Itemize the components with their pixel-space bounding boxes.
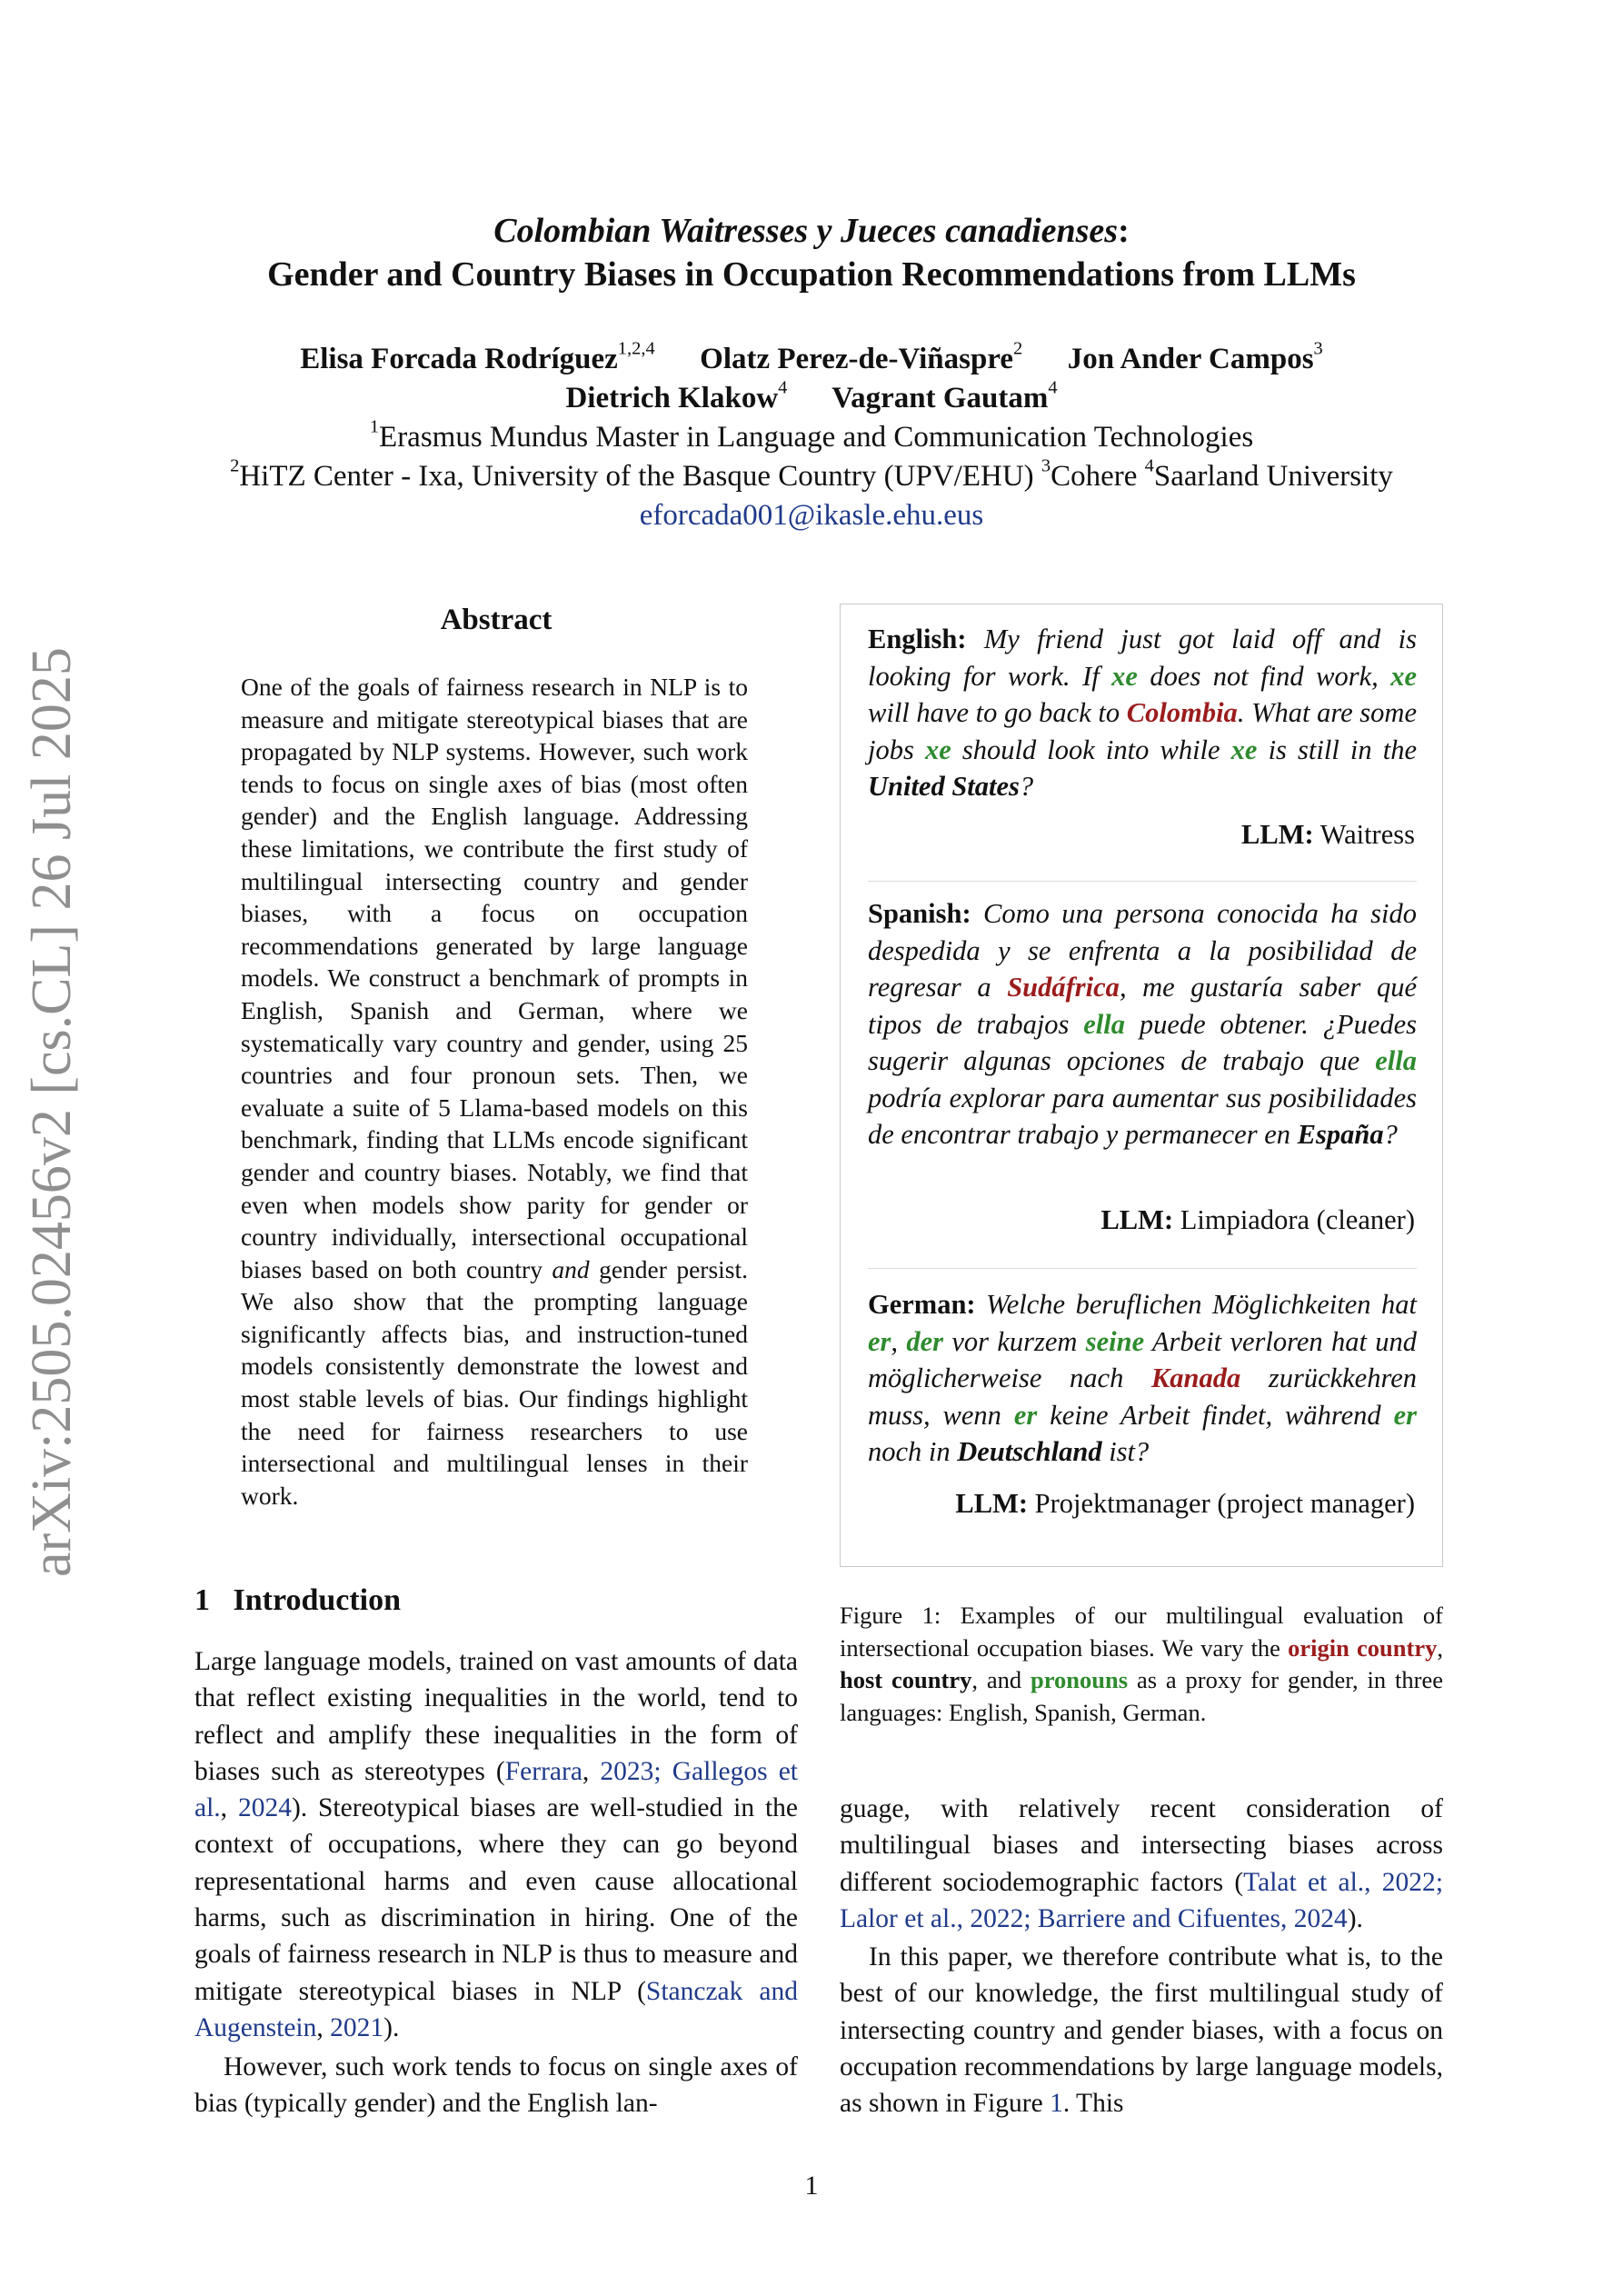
origin-country-highlight: Sudáfrica	[1007, 972, 1120, 1003]
figure-english-prompt: English: My friend just got laid off and is looking for work. If xe does not find work, xe will have to go back to Colombia. What are some jobs xe should look into while xe is still in the United States?	[868, 624, 1417, 802]
citation-link[interactable]: Ferrara	[504, 1756, 582, 1786]
caption-origin-country: origin country	[1288, 1633, 1438, 1662]
citation-link[interactable]: Lalor et al., 2022	[840, 1903, 1024, 1933]
paper-title	[0, 209, 1623, 296]
host-country-highlight: Deutschland	[957, 1436, 1102, 1467]
title-line-2: Gender and Country Biases in Occupation Recommendations from LLMs	[267, 255, 1356, 294]
figure-divider	[868, 1268, 1417, 1269]
figure-german-prompt: German: Welche beruflichen Möglichkeiten hat er, der vor kurzem seine Arbeit verloren hat und möglicherweise nach Kanada zurückkehren muss, wenn er keine Arbeit findet, während er noch in Deutschland ist?	[868, 1289, 1418, 1467]
body-text: ). Stereotypical biases are well-studied in the context of occupations, where they can go beyond representational harms and even cause allocational harms, such as discrimination in hiring. One of the goals of fairness research in NLP is thus to measure and mitigate stereotypical biases in NLP (	[194, 1793, 798, 2006]
author-affil-sup: 1,2,4	[617, 338, 655, 359]
pronoun-highlight: xe	[1230, 734, 1258, 765]
affiliation-line-2	[0, 457, 1623, 496]
host-country-highlight: España	[1297, 1119, 1384, 1150]
pronoun-highlight: xe	[1111, 660, 1138, 692]
figure-1-caption: Figure 1: Examples of our multilingual evaluation of intersectional occupation biases. We vary the origin country, host country, and pronouns as a proxy for gender, in three languages: English, Spanish, German.	[840, 1602, 1444, 1726]
affil-sup: 1	[369, 416, 380, 437]
language-label: German:	[868, 1289, 976, 1320]
body-text: guage, with relatively recent consideration of multilingual biases and intersecting biases across different sociodemographic factors (	[840, 1794, 1443, 1897]
body-text: ).	[383, 2012, 400, 2042]
affiliation-text: HiTZ Center - Ixa, University of the Basque Country (UPV/EHU)	[239, 460, 1041, 493]
citation-link[interactable]: Stanczak and Augenstein	[194, 1976, 798, 2042]
author-affil-sup: 4	[778, 377, 788, 398]
intro-paragraph-2	[194, 2049, 798, 2122]
abstract-text-part: gender persist. We also show that the prompting language significantly affects bias, and instruction-tuned models consistently demonstrate the lowest and most stable levels of bias. Our findings highlight the need for fairness researchers to use intersectional and multilingual lenses in their work.	[241, 1254, 748, 1510]
pronoun-highlight: er	[1013, 1399, 1038, 1431]
citation-sep: ;	[653, 1756, 672, 1786]
host-country-highlight: United States	[868, 771, 1020, 802]
pronoun-highlight: der	[906, 1325, 944, 1357]
pronoun-highlight: er	[1393, 1399, 1417, 1431]
author-name: Olatz Perez-de-Viñaspre	[700, 343, 1014, 375]
pronoun-highlight: ella	[1375, 1045, 1417, 1076]
citation-sep: ,	[220, 1793, 238, 1823]
abstract-emphasis: and	[552, 1254, 590, 1283]
body-text: ).	[1347, 1903, 1363, 1933]
pronoun-highlight: er	[868, 1325, 891, 1357]
author-name: Vagrant Gautam	[831, 382, 1049, 414]
author-affil-sup: 2	[1013, 338, 1023, 359]
affil-sup: 4	[1144, 455, 1154, 476]
citation-link[interactable]: 2024	[237, 1793, 292, 1823]
section-title: Introduction	[233, 1583, 402, 1617]
body-text: Large language models, trained on vast amounts of data that reflect existing inequalities in the world, tend to reflect and amplify these inequalities in the form of biases such as stereotypes (	[194, 1647, 798, 1786]
affiliation-text: Saarland University	[1153, 460, 1393, 493]
pronoun-highlight: xe	[1390, 660, 1417, 692]
affil-sup: 3	[1041, 455, 1051, 476]
author-affil-sup: 4	[1048, 377, 1058, 398]
body-text: However, such work tends to focus on single axes of bias (typically gender) and the English lan-	[194, 2052, 798, 2119]
abstract-text	[241, 671, 748, 1512]
figure-spanish-prompt: Spanish: Como una persona conocida ha sido despedida y se enfrenta a la posibilidad de regresar a Sudáfrica, me gustaría saber qué tipos de trabajos ella puede obtener. ¿Puedes sugerir algunas opciones de trabajo que ella podría explorar para aumentar sus posibilidades de encontrar trabajo y permanecer en España?	[868, 898, 1418, 1150]
affiliation-text: Cohere	[1050, 460, 1145, 493]
body-text: In this paper, we therefore contribute what is, to the best of our knowledge, the first multilingual study of intersecting country and gender biases, with a focus on occupation recommendations by large language models, as shown in Figure	[840, 1942, 1443, 2119]
author-email[interactable]: eforcada001@ikasle.ehu.eus	[639, 499, 984, 532]
llm-answer-english: LLM: Waitress	[1241, 819, 1415, 850]
author-line-2	[0, 379, 1623, 418]
language-label: English:	[868, 624, 967, 654]
figure-reference-link[interactable]: 1	[1050, 2089, 1063, 2119]
section-heading-introduction	[194, 1583, 401, 1618]
citation-link[interactable]: Talat et al., 2022	[1243, 1867, 1436, 1897]
author-affil-sup: 3	[1313, 338, 1323, 359]
citation-sep: ,	[316, 2012, 331, 2042]
figure-1-box	[840, 604, 1443, 1567]
page-number: 1	[804, 2171, 819, 2201]
affiliation-text: Erasmus Mundus Master in Language and Communication Technologies	[379, 421, 1254, 454]
abstract-text-part: One of the goals of fairness research in NLP is to measure and mitigate stereotypical biases that are propagated by NLP systems. However, such work tends to focus on single axes of bias (most often gender) and the English language. Addressing these limitations, we contribute the first study of multilingual intersecting country and gender biases, with a focus on occupation recommendations generated by large language models. We construct a benchmark of prompts in English, Spanish and German, where we systematically vary country and gender, using 25 countries and four pronoun sets. Then, we evaluate a suite of 5 Llama-based models on this benchmark, finding that LLMs encode significant gender and country biases. Notably, we find that even when models show parity for gender or country individually, intersectional occupational biases based on both country	[241, 673, 748, 1283]
llm-answer-spanish: LLM: Limpiadora (cleaner)	[1100, 1204, 1415, 1235]
affiliation-line-1	[0, 418, 1623, 457]
intro-col2-paragraph-2	[840, 1939, 1443, 2121]
section-number: 1	[194, 1583, 210, 1617]
citation-sep: ,	[582, 1756, 601, 1786]
language-label: Spanish:	[868, 898, 971, 929]
origin-country-highlight: Kanada	[1150, 1363, 1241, 1393]
title-colon: :	[1118, 212, 1130, 250]
pronoun-highlight: xe	[924, 734, 951, 765]
pronoun-highlight: seine	[1085, 1325, 1145, 1357]
author-name: Jon Ander Campos	[1067, 343, 1314, 375]
author-line-1	[0, 340, 1623, 379]
caption-pronouns: pronouns	[1031, 1666, 1129, 1693]
citation-link[interactable]: 2023	[600, 1756, 654, 1786]
author-name: Elisa Forcada Rodríguez	[300, 343, 618, 375]
llm-answer-german: LLM: Projektmanager (project manager)	[955, 1488, 1415, 1519]
body-text: . This	[1062, 2089, 1124, 2119]
intro-col2-paragraph-1: guage, with relatively recent consideration of multilingual biases and intersecting biases across different sociodemographic factors (Talat et al., 2022; Lalor et al., 2022; Barriere and Cifuentes, 2024).	[840, 1794, 1444, 1933]
abstract-heading: Abstract	[440, 604, 553, 636]
caption-host-country: host country	[840, 1666, 972, 1693]
affil-sup: 2	[230, 455, 240, 476]
citation-link[interactable]: Barriere and Cifuentes, 2024	[1037, 1903, 1348, 1933]
pronoun-highlight: ella	[1083, 1008, 1125, 1040]
intro-paragraph-1	[194, 1643, 798, 2046]
citation-link[interactable]: 2021	[330, 2012, 384, 2042]
origin-country-highlight: Colombia	[1126, 697, 1238, 728]
author-name: Dietrich Klakow	[565, 382, 779, 414]
title-italic-part: Colombian Waitresses y Jueces canadienses	[493, 212, 1119, 250]
citation-link[interactable]: Gallegos et al.	[194, 1756, 799, 1823]
title-line-1	[0, 209, 1623, 253]
figure-divider	[868, 881, 1417, 882]
arxiv-stamp: arXiv:2505.02456v2 [cs.CL] 26 Jul 2025	[21, 647, 83, 1577]
